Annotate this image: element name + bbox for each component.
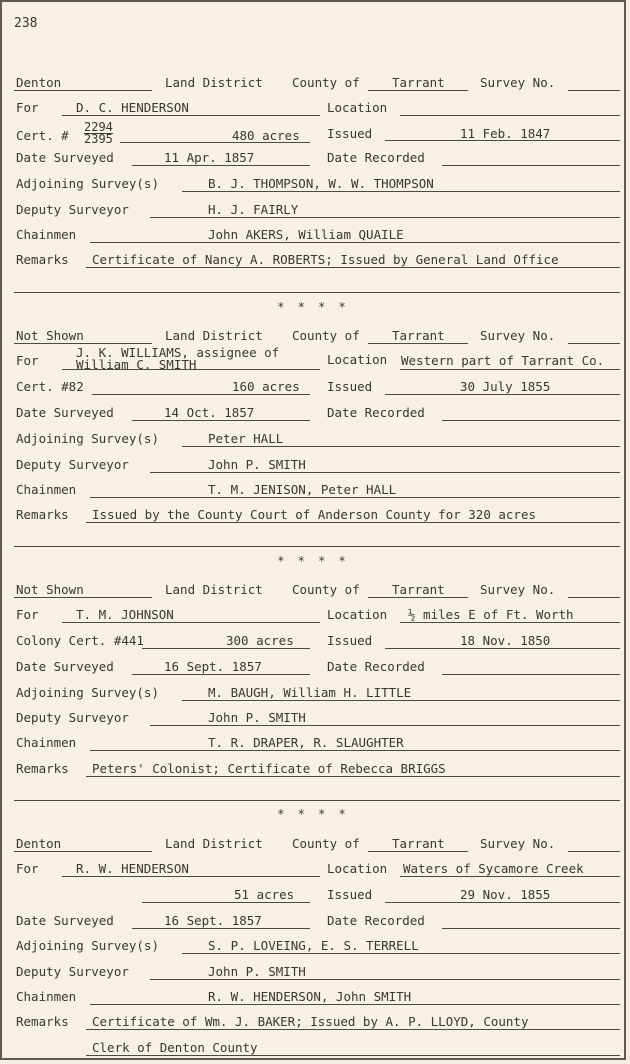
cert-label: Colony Cert. #441 <box>16 633 144 648</box>
date-recorded-label: Date Recorded <box>327 405 425 420</box>
adjoining-value: M. BAUGH, William H. LITTLE <box>208 685 412 700</box>
chainmen-value: T. M. JENISON, Peter HALL <box>208 482 397 497</box>
date-surveyed-row <box>2 911 624 933</box>
remarks-row <box>2 505 624 527</box>
remarks-label: Remarks <box>16 1014 69 1029</box>
location-value: Western part of Tarrant Co. <box>401 353 605 368</box>
cert-row <box>2 631 624 653</box>
adjoining-row <box>2 936 624 958</box>
for-row <box>2 859 624 881</box>
adjoining-row <box>2 429 624 451</box>
adjoining-label: Adjoining Survey(s) <box>16 685 159 700</box>
deputy-value: H. J. FAIRLY <box>208 202 299 217</box>
survey-no-label: Survey No. <box>480 836 556 851</box>
issued-value: 29 Nov. 1855 <box>460 887 551 902</box>
date-surveyed-label: Date Surveyed <box>16 659 114 674</box>
for-value: T. M. JOHNSON <box>76 607 174 622</box>
deputy-value: John P. SMITH <box>208 964 306 979</box>
county-value: Tarrant <box>392 836 445 851</box>
cert-row <box>2 377 624 399</box>
location-value: Waters of Sycamore Creek <box>403 861 584 876</box>
location-label: Location <box>327 861 388 876</box>
date-recorded-label: Date Recorded <box>327 913 425 928</box>
acres-value: 480 acres <box>232 128 300 143</box>
deputy-row <box>2 708 624 730</box>
acres-value: 160 acres <box>232 379 300 394</box>
adjoining-label: Adjoining Survey(s) <box>16 431 159 446</box>
adjoining-row <box>2 683 624 705</box>
for-value-line-1: J. K. WILLIAMS, assignee of <box>76 345 280 360</box>
county-label: County of <box>292 75 360 90</box>
survey-no-label: Survey No. <box>480 328 556 343</box>
deputy-label: Deputy Surveyor <box>16 457 129 472</box>
cert-label: Cert. #82 <box>16 379 84 394</box>
deputy-label: Deputy Surveyor <box>16 964 129 979</box>
date-surveyed-row <box>2 403 624 425</box>
issued-value: 11 Feb. 1847 <box>460 126 551 141</box>
date-surveyed-label: Date Surveyed <box>16 150 114 165</box>
for-row <box>2 98 624 120</box>
adjoining-label: Adjoining Survey(s) <box>16 176 159 191</box>
survey-no-label: Survey No. <box>480 75 556 90</box>
record-separator: * * * * <box>277 554 349 568</box>
cert-fraction: $\frac{2294}{2395}$ <box>84 120 113 146</box>
county-label: County of <box>292 836 360 851</box>
remarks-line-2 <box>14 800 620 801</box>
land-district-label: Land District <box>165 75 263 90</box>
deputy-label: Deputy Surveyor <box>16 202 129 217</box>
adjoining-value: B. J. THOMPSON, W. W. THOMPSON <box>208 176 434 191</box>
chainmen-value: John AKERS, William QUAILE <box>208 227 404 242</box>
date-surveyed-label: Date Surveyed <box>16 913 114 928</box>
remarks-value: Certificate of Nancy A. ROBERTS; Issued by General Land Office <box>92 252 559 267</box>
header-row <box>2 580 624 602</box>
for-label: For <box>16 353 39 368</box>
remarks-value-line-2: Clerk of Denton County <box>92 1040 258 1055</box>
land-district-value: Not Shown <box>16 328 84 343</box>
chainmen-label: Chainmen <box>16 482 77 497</box>
chainmen-row <box>2 225 624 247</box>
remarks-value: Peters' Colonist; Certificate of Rebecca BRIGGS <box>92 761 446 776</box>
issued-label: Issued <box>327 126 373 141</box>
date-recorded-label: Date Recorded <box>327 150 425 165</box>
issued-label: Issued <box>327 887 373 902</box>
adjoining-label: Adjoining Survey(s) <box>16 938 159 953</box>
chainmen-value: R. W. HENDERSON, John SMITH <box>208 989 412 1004</box>
record-separator: * * * * <box>277 807 349 821</box>
deputy-value: John P. SMITH <box>208 457 306 472</box>
date-surveyed-row <box>2 148 624 170</box>
header-row <box>2 73 624 95</box>
location-label: Location <box>327 352 388 367</box>
date-surveyed-value: 14 Oct. 1857 <box>164 405 255 420</box>
for-label: For <box>16 607 39 622</box>
for-label: For <box>16 100 39 115</box>
for-row <box>2 605 624 627</box>
location-value: ½ miles E of Ft. Worth <box>408 607 574 622</box>
date-surveyed-value: 11 Apr. 1857 <box>164 150 255 165</box>
deputy-row <box>2 455 624 477</box>
land-district-label: Land District <box>165 328 263 343</box>
survey-no-label: Survey No. <box>480 582 556 597</box>
issued-value: 30 July 1855 <box>460 379 551 394</box>
county-value: Tarrant <box>392 582 445 597</box>
adjoining-value: S. P. LOVEING, E. S. TERRELL <box>208 938 419 953</box>
cert-row <box>2 885 624 907</box>
land-district-value: Denton <box>16 836 62 851</box>
acres-value: 300 acres <box>226 633 294 648</box>
chainmen-row <box>2 987 624 1009</box>
land-district-value: Denton <box>16 75 62 90</box>
remarks-label: Remarks <box>16 507 69 522</box>
land-district-label: Land District <box>165 836 263 851</box>
remarks-line-2 <box>14 546 620 547</box>
record-separator: * * * * <box>277 300 349 314</box>
remarks-row <box>2 1012 624 1034</box>
chainmen-label: Chainmen <box>16 227 77 242</box>
land-district-value: Not Shown <box>16 582 84 597</box>
chainmen-label: Chainmen <box>16 735 77 750</box>
page-number: 238 <box>14 16 38 31</box>
for-value: R. W. HENDERSON <box>76 861 189 876</box>
date-surveyed-value: 16 Sept. 1857 <box>164 913 262 928</box>
county-label: County of <box>292 328 360 343</box>
county-label: County of <box>292 582 360 597</box>
location-label: Location <box>327 607 388 622</box>
deputy-value: John P. SMITH <box>208 710 306 725</box>
remarks-value: Issued by the County Court of Anderson County for 320 acres <box>92 507 537 522</box>
remarks-value: Certificate of Wm. J. BAKER; Issued by A. P. LLOYD, County <box>92 1014 529 1029</box>
deputy-row <box>2 962 624 984</box>
county-value: Tarrant <box>392 75 445 90</box>
issued-label: Issued <box>327 633 373 648</box>
remarks-label: Remarks <box>16 252 69 267</box>
for-row <box>2 345 624 375</box>
for-value-line-2: William C. SMITH <box>76 357 197 372</box>
cert-label: Cert. # <box>16 128 69 143</box>
for-label: For <box>16 861 39 876</box>
date-surveyed-row <box>2 657 624 679</box>
adjoining-value: Peter HALL <box>208 431 284 446</box>
chainmen-row <box>2 480 624 502</box>
remarks-row <box>2 759 624 781</box>
issued-value: 18 Nov. 1850 <box>460 633 551 648</box>
deputy-label: Deputy Surveyor <box>16 710 129 725</box>
remarks-row <box>2 250 624 272</box>
date-surveyed-value: 16 Sept. 1857 <box>164 659 262 674</box>
acres-value: 51 acres <box>234 887 295 902</box>
chainmen-row <box>2 733 624 755</box>
location-label: Location <box>327 100 388 115</box>
date-recorded-label: Date Recorded <box>327 659 425 674</box>
date-surveyed-label: Date Surveyed <box>16 405 114 420</box>
chainmen-label: Chainmen <box>16 989 77 1004</box>
remarks-row-2 <box>2 1038 624 1060</box>
for-value: D. C. HENDERSON <box>76 100 189 115</box>
land-district-label: Land District <box>165 582 263 597</box>
remarks-label: Remarks <box>16 761 69 776</box>
adjoining-row <box>2 174 624 196</box>
chainmen-value: T. R. DRAPER, R. SLAUGHTER <box>208 735 404 750</box>
deputy-row <box>2 200 624 222</box>
county-value: Tarrant <box>392 328 445 343</box>
header-row <box>2 834 624 856</box>
issued-label: Issued <box>327 379 373 394</box>
remarks-line-2 <box>14 292 620 293</box>
